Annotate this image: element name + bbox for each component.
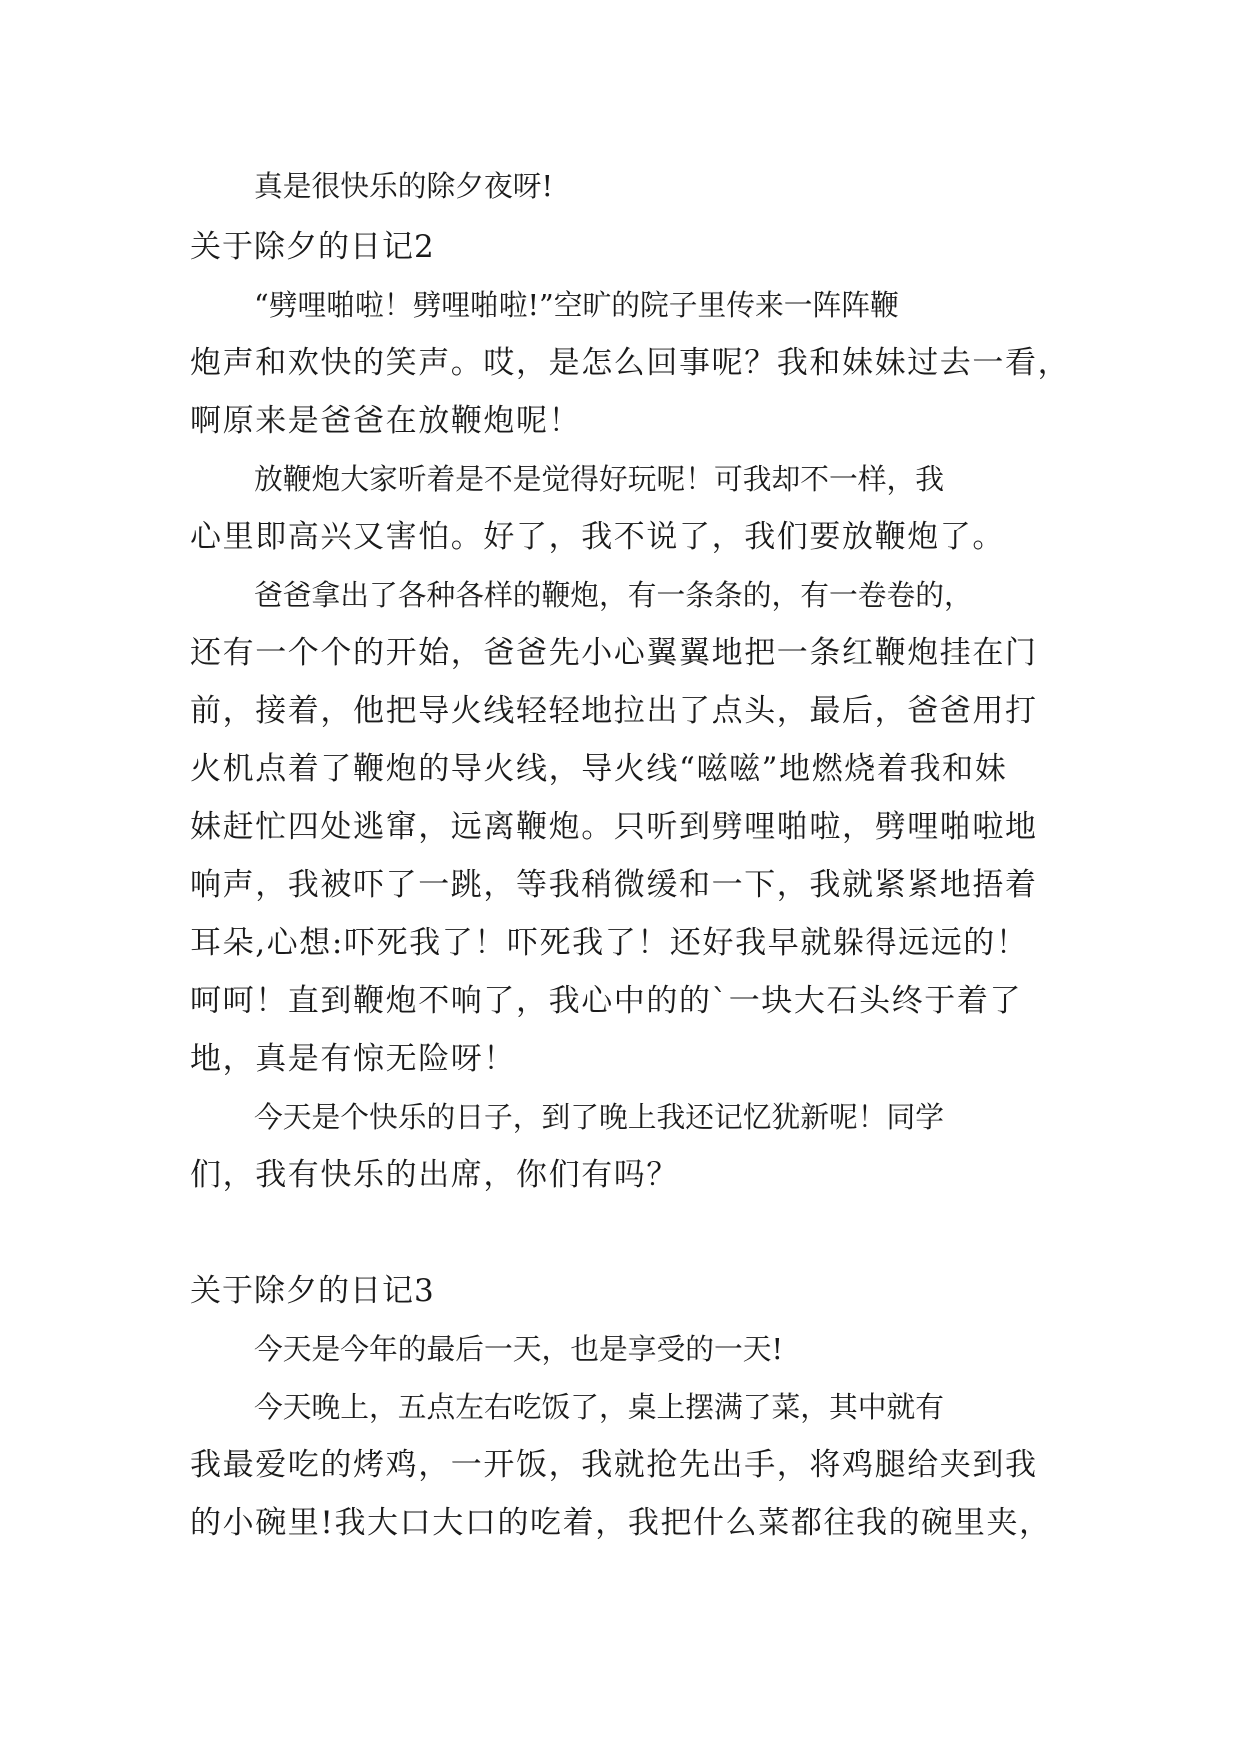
paragraph-line: 耳朵,心想:吓死我了！吓死我了！还好我早就躲得远远的！ <box>190 925 1029 961</box>
paragraph-line: 爸爸拿出了各种各样的鞭炮，有一条条的，有一卷卷的， <box>254 578 973 612</box>
section-heading: 关于除夕的日记2 <box>190 229 435 265</box>
paragraph-line: 响声，我被吓了一跳，等我稍微缓和一下，我就紧紧地捂着 <box>190 867 1038 903</box>
paragraph-line: 心里即高兴又害怕。好了，我不说了，我们要放鞭炮了。 <box>190 519 1005 555</box>
paragraph-line: 真是很快乐的除夕夜呀! <box>254 169 554 203</box>
paragraph-line: 还有一个个的开始，爸爸先小心翼翼地把一条红鞭炮挂在门 <box>190 635 1038 671</box>
paragraph-line: 今天是今年的最后一天，也是享受的一天! <box>254 1332 784 1366</box>
paragraph-line: 啊原来是爸爸在放鞭炮呢！ <box>190 403 582 439</box>
paragraph-line: 们，我有快乐的出席，你们有吗？ <box>190 1157 679 1193</box>
paragraph-line: 火机点着了鞭炮的导火线，导火线“嗞嗞”地燃烧着我和妹 <box>190 751 1008 787</box>
paragraph-line: 炮声和欢快的笑声。哎，是怎么回事呢？我和妹妹过去一看， <box>190 345 1071 381</box>
paragraph-line: 今天晚上，五点左右吃饭了，桌上摆满了菜，其中就有 <box>254 1390 944 1424</box>
paragraph-line: “劈哩啪啦！劈哩啪啦!”空旷的院子里传来一阵阵鞭 <box>254 288 899 322</box>
paragraph-line: 今天是个快乐的日子，到了晚上我还记忆犹新呢！同学 <box>254 1100 944 1134</box>
section-heading: 关于除夕的日记3 <box>190 1273 435 1309</box>
paragraph-line: 妹赶忙四处逃窜，远离鞭炮。只听到劈哩啪啦，劈哩啪啦地 <box>190 809 1038 845</box>
paragraph-line: 放鞭炮大家听着是不是觉得好玩呢！可我却不一样，我 <box>254 462 944 496</box>
paragraph-line: 地，真是有惊无险呀！ <box>190 1041 516 1077</box>
paragraph-line: 的小碗里!我大口大口的吃着，我把什么菜都往我的碗里夹， <box>190 1505 1052 1541</box>
paragraph-line: 呵呵！直到鞭炮不响了，我心中的的`一块大石头终于着了 <box>190 983 1023 1019</box>
paragraph-line: 前，接着，他把导火线轻轻地拉出了点头，最后，爸爸用打 <box>190 693 1038 729</box>
paragraph-line: 我最爱吃的烤鸡，一开饭，我就抢先出手，将鸡腿给夹到我 <box>190 1447 1038 1483</box>
